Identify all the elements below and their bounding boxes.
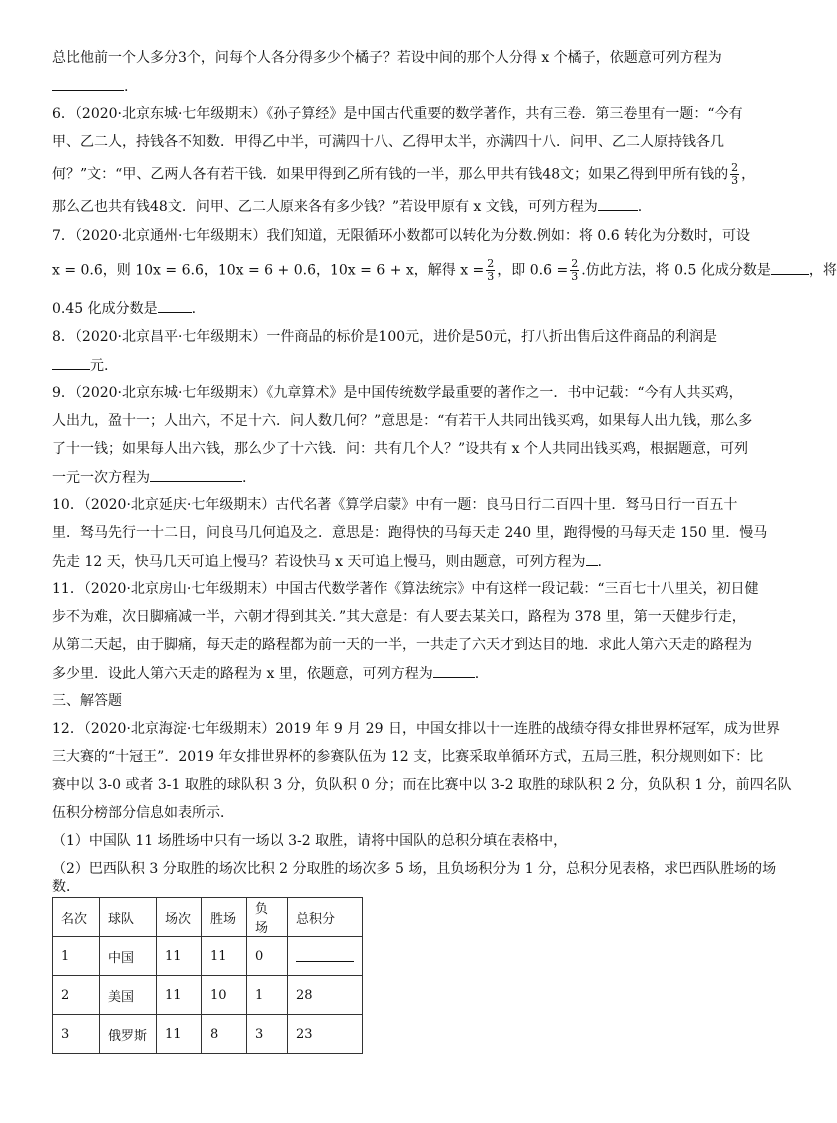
table-row [53, 1015, 363, 1054]
answer-blank[interactable] [598, 196, 638, 211]
fraction: $\frac{2}{3}$ [487, 257, 495, 283]
cell-losses: 0 [247, 937, 288, 976]
q12-line-3: 赛中以 3-0 或者 3-1 取胜的球队积 3 分，负队积 0 分；而在比赛中以 3-2 取胜的球队积 2 分，负队积 1 分，前四名队 [52, 777, 792, 793]
q10-line-2: 里．驽马先行一十二日，问良马几何追及之．意思是：跑得快的马每天走 240 里，跑得慢的马每天走 150 里．慢马 [52, 525, 768, 541]
q12-line-1: 12．（2020·北京海淀·七年级期末）2019 年 9 月 29 日，中国女排以十一连胜的战绩夺得女排世界杯冠军，成为世界 [52, 721, 780, 737]
q12-part-2-end: 数． [52, 879, 80, 895]
q12-line-2: 三大赛的“十冠王”．2019 年女排世界杯的参赛队伍为 12 支，比赛采取单循环方式，五局三胜，积分规则如下：比 [52, 749, 764, 765]
q11-line-3: 从第二天起，由于脚痛，每天走的路程都为前一天的一半，一共走了六天才到达目的地．求此人第六天走的路程为 [52, 637, 752, 653]
cell-points: 23 [288, 1015, 363, 1054]
q12-part-2: （2）巴西队积 3 分取胜的场次比积 2 分取胜的场次多 5 场，且负场积分为 1 分，总积分见表格，求巴西队胜场的场 [52, 861, 777, 877]
cell-rank: 1 [53, 937, 100, 976]
fraction: $\frac{2}{3}$ [571, 257, 579, 283]
q12-line-4: 伍积分榜部分信息如表所示． [52, 805, 234, 821]
q5-continuation: 总比他前一个人多分3个，问每个人各分得多少个橘子？若设中间的那个人分得 x 个橘子，依题意可列方程为 [52, 50, 722, 66]
answer-blank[interactable] [52, 355, 90, 370]
q7-line-2: x = 0.6̇，则 10x = 6.6̇，10x = 6 + 0.6̇，10x = 6 + x，解得 x = $\frac{2}{3}$ ，即 0.6̇ = $\frac{2}{3}$ .仿此方法，将 0.5̇ 化成分数是 ，将 [52, 257, 837, 283]
answer-blank[interactable] [158, 298, 192, 313]
answer-blank[interactable] [771, 260, 809, 275]
cell-games: 11 [157, 1015, 202, 1054]
cell-team: 俄罗斯 [100, 1015, 157, 1054]
cell-games: 11 [157, 976, 202, 1015]
q6-line-3: 何？”文：“甲、乙两人各有若干钱．如果甲得到乙所有钱的一半，那么甲共有钱48文；如果乙得到甲所有钱的 $\frac{2}{3}$ ， [52, 161, 756, 187]
table-row [53, 976, 363, 1015]
answer-blank[interactable] [150, 467, 242, 482]
q7-line-1: 7．（2020·北京通州·七年级期末）我们知道，无限循环小数都可以转化为分数.例如：将 0.6̇ 转化为分数时，可设 [52, 228, 751, 244]
answer-blank[interactable] [433, 663, 475, 678]
header-wins: 胜场 [202, 898, 247, 937]
table-header-row [53, 898, 363, 937]
answer-blank[interactable] [296, 947, 354, 962]
q6-line-4: 那么乙也共有钱48文．问甲、乙二人原来各有多少钱？”若设甲原有 x 文钱，可列方程为 . [52, 196, 642, 217]
q9-line-4: 一元一次方程为 . [52, 467, 246, 488]
header-points: 总积分 [288, 898, 363, 937]
cell-wins: 8 [202, 1015, 247, 1054]
cell-losses: 1 [247, 976, 288, 1015]
q7-line-3: 0.4̇5̇ 化成分数是 . [52, 298, 196, 319]
table-row [53, 937, 363, 976]
q11-line-4: 多少里．设此人第六天走的路程为 x 里，依题意，可列方程为 . [52, 663, 479, 684]
cell-points-blank[interactable] [288, 937, 363, 976]
q10-line-3: 先走 12 天，快马几天可追上慢马？若设快马 x 天可追上慢马，则由题意，可列方程为 . [52, 551, 602, 572]
cell-games: 11 [157, 937, 202, 976]
q11-line-1: 11．（2020·北京房山·七年级期末）中国古代数学著作《算法统宗》中有这样一段记载：“三百七十八里关，初日健 [52, 581, 759, 597]
standings-table [52, 897, 363, 1054]
cell-team: 美国 [100, 976, 157, 1015]
cell-team: 中国 [100, 937, 157, 976]
q12-part-1: （1）中国队 11 场胜场中只有一场以 3-2 取胜，请将中国队的总积分填在表格中， [52, 833, 568, 849]
answer-blank[interactable] [52, 76, 124, 91]
q5-answer-line: . [52, 76, 128, 97]
fraction: $\frac{2}{3}$ [731, 161, 739, 187]
cell-losses: 3 [247, 1015, 288, 1054]
q9-line-1: 9．（2020·北京东城·七年级期末）《九章算术》是中国传统数学最重要的著作之一．书中记载：“今有人共买鸡， [52, 385, 743, 401]
q8-line-2: 元. [52, 355, 108, 376]
q9-line-2: 人出九，盈十一；人出六，不足十六．问人数几何？”意思是：“有若干人共同出钱买鸡，如果每人出九钱，那么多 [52, 413, 753, 429]
q9-line-3: 了十一钱；如果每人出六钱，那么少了十六钱．问：共有几个人？”设共有 x 个人共同出钱买鸡，根据题意，可列 [52, 441, 748, 457]
cell-wins: 10 [202, 976, 247, 1015]
q6-line-2: 甲、乙二人，持钱各不知数．甲得乙中半，可满四十八、乙得甲太半，亦满四十八．问甲、乙二人原持钱各几 [52, 134, 724, 150]
header-rank: 名次 [53, 898, 100, 937]
answer-blank[interactable] [586, 551, 598, 566]
q6-line-1: 6．（2020·北京东城·七年级期末）《孙子算经》是中国古代重要的数学著作，共有三卷．第三卷里有一题：“今有 [52, 106, 743, 122]
q11-line-2: 步不为难，次日脚痛减一半，六朝才得到其关．”其大意是：有人要去某关口，路程为 378 里，第一天健步行走， [52, 609, 746, 625]
cell-points: 28 [288, 976, 363, 1015]
section-heading: 三、解答题 [52, 693, 122, 709]
q10-line-1: 10．（2020·北京延庆·七年级期末）古代名著《算学启蒙》中有一题：良马日行二百四十里．驽马日行一百五十 [52, 497, 738, 513]
q8-line-1: 8．（2020·北京昌平·七年级期末）一件商品的标价是100元，进价是50元，打八折出售后这件商品的利润是 [52, 329, 717, 345]
cell-rank: 2 [53, 976, 100, 1015]
cell-wins: 11 [202, 937, 247, 976]
header-games: 场次 [157, 898, 202, 937]
header-losses: 负场 [247, 898, 288, 937]
header-team: 球队 [100, 898, 157, 937]
cell-rank: 3 [53, 1015, 100, 1054]
